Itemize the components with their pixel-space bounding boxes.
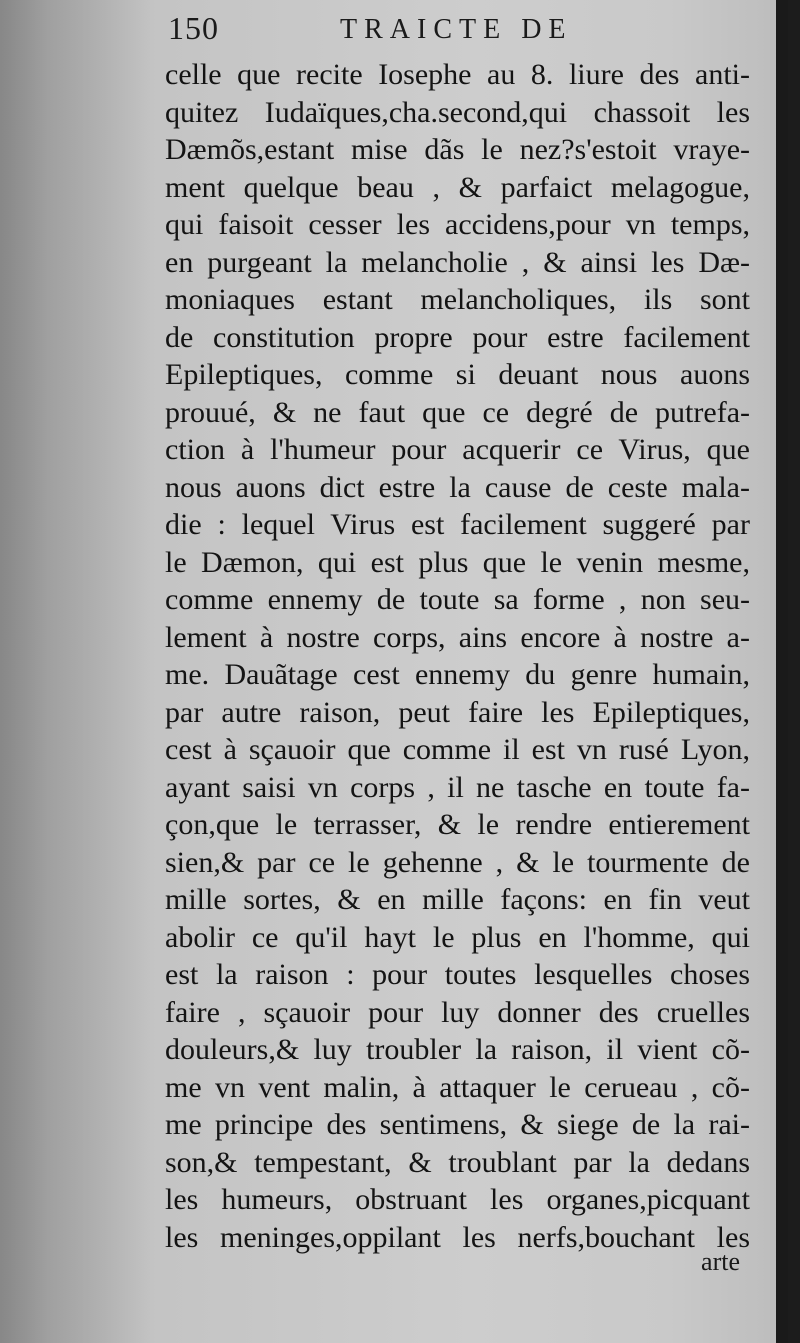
text-line: cest à sçauoir que comme il est vn rusé Lyon, bbox=[165, 733, 750, 766]
text-line: ment quelque beau , & parfaict melagogue, bbox=[165, 170, 750, 204]
body-text bbox=[165, 56, 750, 1256]
text-line: nous auons dict estre la cause de ceste mala- bbox=[165, 470, 750, 504]
text-line: comme ennemy de toute sa forme , non seu- bbox=[165, 583, 750, 616]
text-line: me. Dauãtage cest ennemy du genre humain, bbox=[165, 658, 750, 691]
text-line: Dæmõs,estant mise dãs le nez?s'estoit vraye- bbox=[165, 133, 750, 166]
text-line: çon,que le terrasser, & le rendre entierement bbox=[165, 808, 750, 841]
page-number: 150 bbox=[168, 10, 219, 46]
text-line: de constitution propre pour estre facilement bbox=[165, 320, 750, 354]
text-line: qui faisoit cesser les accidens,pour vn temps, bbox=[165, 208, 750, 241]
text-line: les meninges,oppilant les nerfs,bouchant les bbox=[165, 1220, 750, 1254]
text-line: me vn vent malin, à attaquer le cerueau , cõ- bbox=[165, 1070, 750, 1104]
text-line: prouué, & ne faut que ce degré de putrefa- bbox=[165, 395, 750, 429]
page-edge-shadow bbox=[776, 0, 788, 1343]
catchword: arte bbox=[701, 1247, 740, 1276]
text-line: Epileptiques, comme si deuant nous auons bbox=[165, 358, 750, 391]
text-line: ction à l'humeur pour acquerir ce Virus, que bbox=[165, 433, 750, 466]
text-line: le Dæmon, qui est plus que le venin mesme, bbox=[165, 545, 750, 579]
text-line: en purgeant la melancholie , & ainsi les Dæ- bbox=[165, 245, 750, 279]
text-line: quitez Iudaïques,cha.second,qui chassoit les bbox=[165, 95, 750, 129]
text-line: me principe des sentimens, & siege de la rai- bbox=[165, 1108, 750, 1141]
text-line: par autre raison, peut faire les Epileptiques, bbox=[165, 695, 750, 729]
running-head: TRAICTE DE bbox=[340, 14, 573, 45]
text-line: son,& tempestant, & troublant par la dedans bbox=[165, 1145, 750, 1179]
text-line: les humeurs, obstruant les organes,picquant bbox=[165, 1183, 750, 1216]
show-through-shadow bbox=[0, 0, 150, 1343]
text-line: est la raison : pour toutes lesquelles choses bbox=[165, 958, 750, 991]
text-line: sien,& par ce le gehenne , & le tourmente de bbox=[165, 845, 750, 879]
text-line: moniaques estant melancholiques, ils sont bbox=[165, 283, 750, 316]
text-line: douleurs,& luy troubler la raison, il vient cõ- bbox=[165, 1033, 750, 1066]
text-line: ayant saisi vn corps , il ne tasche en toute fa- bbox=[165, 770, 750, 804]
text-line: lement à nostre corps, ains encore à nostre a- bbox=[165, 620, 750, 654]
text-line: faire , sçauoir pour luy donner des cruelles bbox=[165, 995, 750, 1029]
text-line: die : lequel Virus est facilement suggeré par bbox=[165, 508, 750, 541]
text-line: abolir ce qu'il hayt le plus en l'homme, qui bbox=[165, 920, 750, 954]
page-header bbox=[160, 8, 770, 50]
text-line: celle que recite Iosephe au 8. liure des anti- bbox=[165, 58, 750, 91]
text-line: mille sortes, & en mille façons: en fin veut bbox=[165, 883, 750, 916]
